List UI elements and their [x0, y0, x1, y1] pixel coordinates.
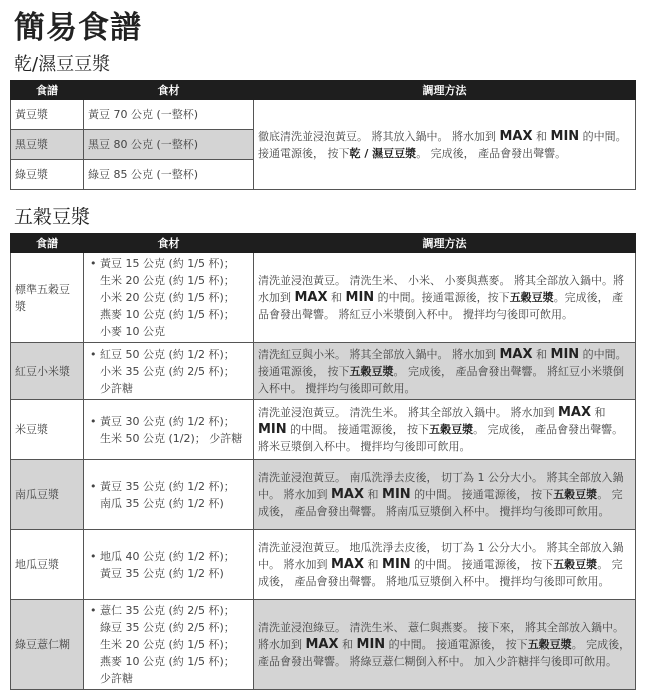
ingredient-cell	[84, 530, 254, 600]
level-mark: MIN	[356, 637, 386, 652]
method-cell	[254, 600, 636, 690]
recipe-name: 綠豆薏仁糊	[11, 600, 84, 690]
table-row	[11, 100, 636, 130]
method-text: 和	[364, 558, 383, 571]
method-text: 的中間。接通電源後，按下	[374, 291, 510, 304]
program-button-name: 五穀豆漿	[429, 423, 474, 436]
method-text: 和	[364, 488, 383, 501]
level-mark: MAX	[305, 637, 339, 652]
ingredient-item: • 地瓜 40 公克 (約 1/2 杯)；	[100, 548, 249, 565]
method-text: 清洗並浸泡綠豆。 清洗生米、 薏仁與燕麥。 接下來， 將其全部放入鍋中。 將水加到	[258, 621, 624, 651]
ingredient-cell: 黑豆 80 公克 (一整杯)	[84, 130, 254, 160]
level-mark: MIN	[258, 422, 287, 437]
method-text: 的中間。 接通電源後， 按下	[410, 558, 554, 571]
ingredient-list	[88, 548, 249, 582]
table-row	[11, 600, 636, 690]
level-mark: MAX	[557, 405, 592, 420]
method-text: 的中間。 接通電源後， 按下	[286, 423, 430, 436]
ingredient-item: • 黃豆 30 公克 (約 1/2 杯)；	[100, 413, 249, 430]
level-mark: MIN	[550, 128, 580, 144]
recipe-name: 綠豆漿	[11, 160, 84, 190]
method-cell	[254, 253, 636, 343]
col-header-method: 調理方法	[254, 234, 636, 253]
level-mark: MAX	[331, 487, 365, 502]
ingredient-list	[88, 478, 249, 512]
program-button-name: 乾 / 濕豆豆漿	[349, 146, 417, 160]
method-text: 和	[327, 291, 346, 304]
ingredient-item: 南瓜 35 公克 (約 1/2 杯)	[100, 496, 224, 510]
ingredient-list	[88, 255, 249, 340]
level-mark: MIN	[550, 346, 580, 362]
col-header-ingredients: 食材	[84, 81, 254, 100]
method-text: 。 完成後， 產品會發出聲響。 將紅豆小米漿倒入杯中。 攪拌均勻後即可飲用。	[258, 364, 624, 395]
recipe-name: 米豆漿	[11, 400, 84, 460]
page-title: 簡易食譜	[14, 10, 142, 46]
method-text: 。完成後， 產品會發出聲響。 將紅豆小米漿倒入杯中。 攪拌均勻後即可飲用。	[258, 291, 624, 321]
ingredient-item: 生米 20 公克 (約 1/5 杯)；	[100, 638, 235, 651]
level-mark: MAX	[294, 290, 328, 305]
program-button-name: 五穀豆漿	[527, 638, 572, 651]
ingredient-item: • 黃豆 15 公克 (約 1/5 杯)；	[100, 255, 249, 272]
ingredient-item: 燕麥 10 公克 (約 1/5 杯)；	[100, 655, 235, 668]
ingredient-item: 小米 20 公克 (約 1/5 杯)；	[100, 291, 235, 304]
table-row	[11, 530, 636, 600]
col-header-method: 調理方法	[254, 81, 636, 100]
method-text: 清洗並浸泡黃豆。 清洗生米、 小米、 小麥與燕麥。 將其全部放入鍋中。將水加到	[258, 274, 624, 304]
method-text: 清洗並浸泡黃豆。 南瓜洗淨去皮後， 切丁為 1 公分大小。 將其全部放入鍋中。 將水加到	[258, 471, 624, 501]
recipe-name: 地瓜豆漿	[11, 530, 84, 600]
ingredient-cell: 綠豆 85 公克 (一整杯)	[84, 160, 254, 190]
ingredient-item: 生米 50 公克 (1/2)； 少許糖	[100, 431, 243, 445]
method-text: 和	[338, 638, 357, 651]
ingredient-list	[88, 602, 249, 687]
recipe-name: 南瓜豆漿	[11, 460, 84, 530]
level-mark: MIN	[382, 557, 411, 572]
section-heading-five-grain-soymilk: 五穀豆漿	[14, 206, 91, 228]
method-text: 。 完成後， 產品會發出聲響。	[416, 146, 567, 160]
method-text: 的中間。 接通電源後， 按下	[385, 638, 528, 651]
program-button-name: 五穀豆漿	[349, 364, 394, 378]
level-mark: MAX	[499, 346, 533, 362]
recipe-name: 黑豆漿	[11, 130, 84, 160]
ingredient-cell	[84, 343, 254, 400]
method-text: 和	[532, 347, 551, 361]
method-text: 。 完成後， 產品會發出聲響。 將綠豆薏仁糊倒入杯中。 加入少許糖拌勻後即可飲用。	[258, 638, 631, 668]
table-row	[11, 343, 636, 400]
method-text: 的中間。 接通電源後， 按下	[258, 347, 627, 378]
method-text: 清洗紅豆與小米。 將其全部放入鍋中。 將水加到	[258, 347, 500, 361]
program-button-name: 五穀豆漿	[553, 488, 598, 501]
method-cell	[254, 400, 636, 460]
method-text: 和	[532, 129, 551, 143]
dry-wet-soymilk-table	[10, 80, 636, 190]
ingredient-item: 小麥 10 公克	[100, 325, 165, 338]
col-header-recipe: 食譜	[11, 234, 84, 253]
table-row	[11, 400, 636, 460]
program-button-name: 五穀豆漿	[509, 291, 554, 304]
five-grain-soymilk-table	[10, 233, 636, 690]
method-text: 的中間。 接通電源後， 按下	[258, 129, 627, 160]
ingredient-item: 燕麥 10 公克 (約 1/5 杯)；	[100, 308, 235, 321]
ingredient-item: 綠豆 35 公克 (約 2/5 杯)；	[100, 621, 235, 634]
ingredient-item: 生米 20 公克 (約 1/5 杯)；	[100, 274, 235, 287]
col-header-ingredients: 食材	[84, 234, 254, 253]
recipe-name: 紅豆小米漿	[11, 343, 84, 400]
ingredient-item: 黃豆 35 公克 (約 1/2 杯)	[100, 566, 224, 580]
method-text: 清洗並浸泡黃豆。 地瓜洗淨去皮後， 切丁為 1 公分大小。 將其全部放入鍋中。 將水加到	[258, 541, 624, 571]
table-row	[11, 253, 636, 343]
ingredient-cell	[84, 600, 254, 690]
level-mark: MIN	[382, 487, 411, 502]
method-cell	[254, 460, 636, 530]
ingredient-list	[88, 346, 249, 397]
ingredient-item: • 紅豆 50 公克 (約 1/2 杯)；	[100, 346, 249, 363]
ingredient-item: 少許糖	[100, 381, 133, 395]
method-text: 和	[591, 406, 606, 419]
method-cell	[254, 343, 636, 400]
program-button-name: 五穀豆漿	[553, 558, 598, 571]
method-text: 。 完成後， 產品會發出聲響。 將米豆漿倒入杯中。 攪拌均勻後即可飲用。	[258, 423, 624, 453]
ingredient-item: 少許糖	[100, 672, 133, 685]
ingredient-cell	[84, 400, 254, 460]
ingredient-list	[88, 413, 249, 447]
ingredient-item: 小米 35 公克 (約 2/5 杯)；	[100, 364, 235, 378]
method-text: 的中間。 接通電源後， 按下	[410, 488, 554, 501]
ingredient-cell	[84, 460, 254, 530]
level-mark: MAX	[499, 128, 533, 144]
method-cell	[254, 530, 636, 600]
method-text: 清洗並浸泡黃豆。 清洗生米。 將其全部放入鍋中。 將水加到	[258, 406, 558, 419]
section-heading-dry-wet-soymilk: 乾/濕豆豆漿	[14, 54, 111, 75]
level-mark: MAX	[331, 557, 365, 572]
method-text: 徹底清洗並浸泡黃豆。 將其放入鍋中。 將水加到	[258, 129, 500, 143]
recipe-name: 黃豆漿	[11, 100, 84, 130]
col-header-recipe: 食譜	[11, 81, 84, 100]
method-cell	[254, 100, 636, 190]
ingredient-item: • 黃豆 35 公克 (約 1/2 杯)；	[100, 478, 249, 495]
recipe-name: 標準五穀豆漿	[11, 253, 84, 343]
level-mark: MIN	[345, 290, 375, 305]
method-text: 。 完成後， 產品會發出聲響。 將地瓜豆漿倒入杯中。 攪拌均勻後即可飲用。	[258, 558, 623, 588]
method-text: 。 完成後， 產品會發出聲響。 將南瓜豆漿倒入杯中。 攪拌均勻後即可飲用。	[258, 488, 623, 518]
ingredient-cell	[84, 253, 254, 343]
ingredient-cell: 黃豆 70 公克 (一整杯)	[84, 100, 254, 130]
ingredient-item: • 薏仁 35 公克 (約 2/5 杯)；	[100, 602, 249, 619]
table-row	[11, 460, 636, 530]
